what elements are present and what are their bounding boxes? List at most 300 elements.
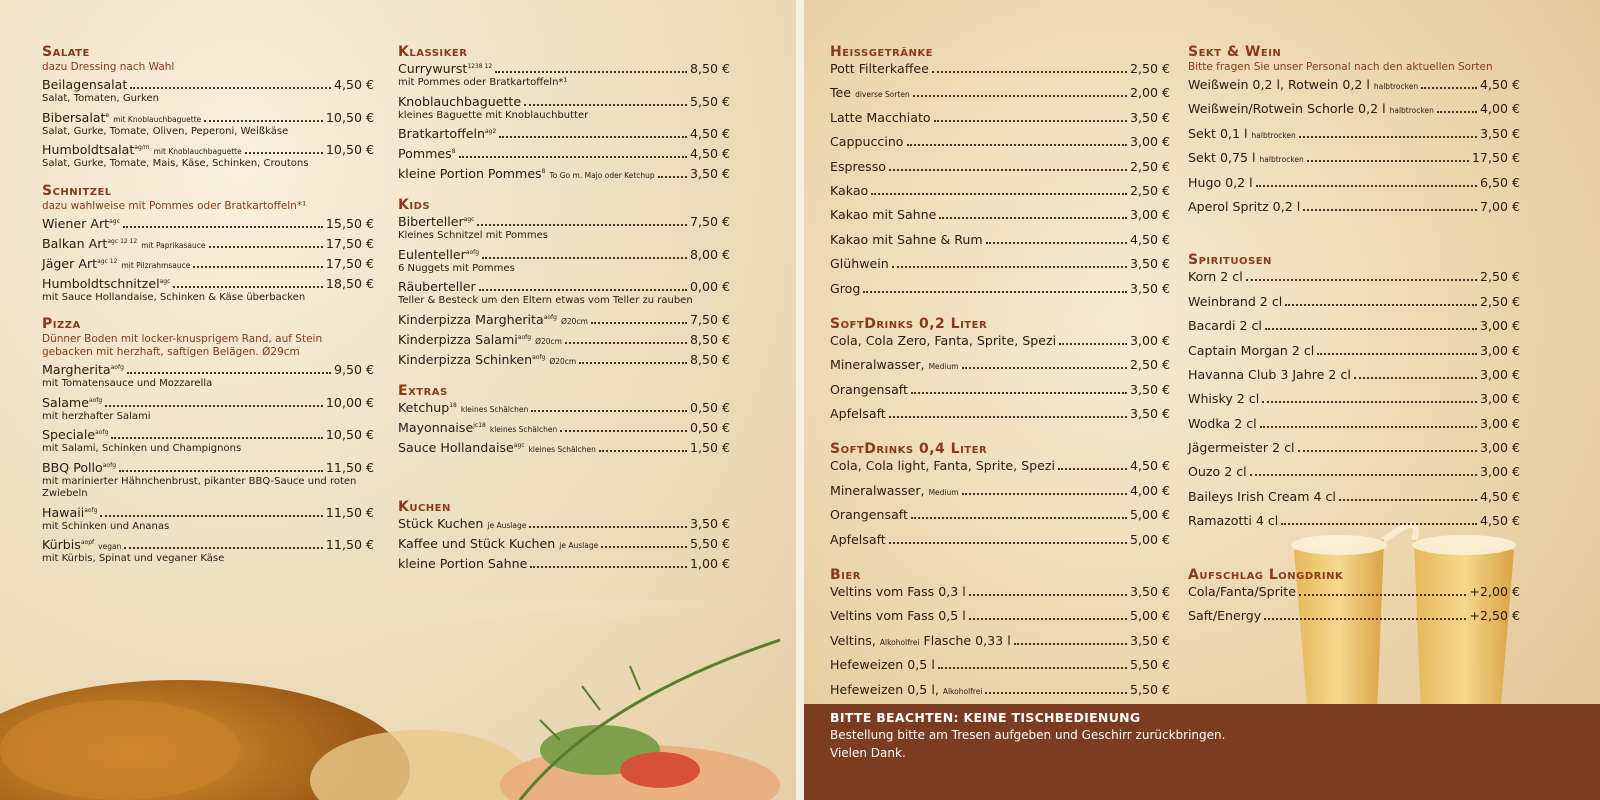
menu-item — [42, 142, 374, 171]
section-kids — [398, 197, 730, 371]
menu-item-row — [830, 406, 1170, 429]
item-name — [42, 460, 116, 475]
section-title: SoftDrinks 0,2 Liter — [830, 315, 988, 332]
item-name — [1188, 489, 1336, 504]
menu-item — [1188, 489, 1520, 512]
item-name — [42, 537, 121, 552]
item-name — [830, 134, 904, 149]
item-price: +2,50 € — [1469, 608, 1520, 624]
dot-leader — [1281, 523, 1477, 525]
menu-item-row — [830, 232, 1170, 255]
menu-item — [830, 682, 1170, 705]
menu-item — [398, 556, 730, 575]
dot-leader — [477, 224, 686, 226]
menu-item-row — [830, 207, 1170, 230]
item-name — [1188, 584, 1296, 599]
allergen-codes: aofg — [543, 313, 557, 321]
menu-item-row — [1188, 513, 1520, 536]
item-price: 3,50 € — [1129, 256, 1170, 272]
menu-item — [830, 458, 1170, 481]
dot-leader — [130, 87, 331, 89]
section-schnitzel — [42, 183, 374, 305]
menu-item-row — [398, 400, 730, 419]
item-name — [42, 395, 102, 410]
item-name-text: Balkan Art — [42, 235, 108, 251]
menu-item — [42, 427, 374, 456]
menu-item — [830, 183, 1170, 206]
item-name-text: Grog — [830, 280, 861, 296]
menu-item-row — [830, 357, 1170, 380]
item-name-text: Weißwein/Rotwein Schorle 0,2 l — [1188, 101, 1386, 117]
menu-item — [830, 61, 1170, 84]
menu-item-row — [398, 536, 730, 555]
item-price: 8,50 € — [689, 61, 730, 76]
dot-leader — [892, 266, 1127, 268]
menu-item — [830, 256, 1170, 279]
item-price: 3,00 € — [1479, 318, 1520, 334]
item-note: Ø20cm — [549, 356, 577, 366]
item-note: kleines Schälchen — [489, 424, 558, 434]
menu-page-food — [0, 0, 796, 800]
item-name-text: Orangensaft — [830, 381, 908, 397]
item-name-text: kleine Portion Sahne — [398, 555, 528, 571]
item-note: mit Knoblauchbaguette — [153, 147, 242, 156]
dot-leader — [499, 136, 687, 138]
allergen-codes: aofg — [95, 428, 109, 436]
item-name-text: Kinderpizza Schinken — [398, 351, 533, 367]
item-name-text: Kakao — [830, 182, 869, 198]
item-name — [830, 406, 886, 421]
item-name-text: Orangensaft — [830, 507, 908, 523]
section-salate — [42, 44, 374, 171]
item-price: 4,50 € — [689, 126, 730, 141]
item-name — [830, 608, 966, 623]
item-price: 3,00 € — [1479, 391, 1520, 407]
item-price: 5,00 € — [1129, 531, 1170, 547]
dot-leader — [889, 542, 1127, 544]
dot-leader — [939, 217, 1127, 219]
menu-item — [1188, 343, 1520, 366]
item-name — [830, 159, 886, 174]
menu-item — [830, 382, 1170, 405]
item-name — [42, 256, 190, 271]
menu-item-row — [1188, 318, 1520, 341]
item-description: Kleines Schnitzel mit Pommes — [398, 230, 548, 241]
menu-item — [830, 608, 1170, 631]
dot-leader — [913, 95, 1127, 97]
item-name-text: Stück Kuchen — [398, 515, 484, 531]
item-name-text: Ketchup — [398, 399, 450, 415]
item-description: Salat, Gurke, Tomate, Oliven, Peperoni, Weißkäse — [42, 125, 289, 137]
item-name — [42, 77, 127, 92]
item-price: 4,50 € — [333, 77, 374, 92]
item-name-text: Tee — [830, 85, 852, 101]
menu-item-row — [1188, 391, 1520, 414]
section-subtitle: dazu wahlweise mit Pommes oder Bratkartoffeln*¹ — [42, 199, 307, 212]
item-price: 5,50 € — [1129, 657, 1170, 673]
dot-leader — [1307, 160, 1469, 162]
menu-item-row — [830, 183, 1170, 206]
menu-item-row — [1188, 269, 1520, 292]
item-note: diverse Sorten — [855, 90, 910, 100]
dot-leader — [459, 156, 687, 158]
dot-leader — [907, 144, 1127, 146]
item-name-text: Humboldtsalat — [42, 142, 135, 157]
item-description: mit Pommes oder Bratkartoffeln*¹ — [398, 77, 568, 88]
item-price: 2,50 € — [1129, 357, 1170, 373]
dot-leader — [932, 71, 1127, 73]
menu-item-row — [830, 333, 1170, 356]
food-photo — [0, 600, 796, 800]
item-price: 3,00 € — [1479, 464, 1520, 480]
item-name — [1188, 343, 1314, 358]
dot-leader — [530, 566, 687, 568]
item-name-text: Räuberteller — [398, 279, 476, 294]
item-name — [830, 232, 983, 247]
menu-item — [42, 276, 374, 305]
item-name — [1188, 367, 1351, 382]
item-price: 10,00 € — [325, 394, 374, 410]
menu-item — [398, 440, 730, 459]
item-name — [1188, 318, 1262, 333]
dot-leader — [962, 367, 1127, 369]
item-description: Salat, Tomaten, Gurken — [42, 93, 159, 104]
item-name — [830, 584, 966, 599]
menu-item — [42, 77, 374, 106]
menu-item-row — [830, 682, 1170, 705]
item-name-text: Aperol Spritz 0,2 l — [1188, 198, 1301, 214]
item-name — [42, 110, 201, 125]
item-note: Ø20cm — [561, 316, 588, 326]
menu-item — [42, 110, 374, 139]
menu-item — [398, 420, 730, 439]
item-name — [398, 556, 527, 571]
item-price: +2,00 € — [1469, 583, 1520, 599]
dot-leader — [911, 392, 1127, 394]
item-name-text: Sauce Hollandaise — [398, 439, 514, 455]
item-price: 3,50 € — [1129, 381, 1170, 397]
menu-item-row — [1188, 584, 1520, 607]
item-price: 4,00 € — [1479, 101, 1520, 117]
section-pizza — [42, 316, 374, 566]
menu-item — [398, 61, 730, 90]
item-price: 11,50 € — [325, 459, 374, 475]
allergen-codes: agc — [109, 217, 120, 225]
item-price: 11,50 € — [325, 537, 374, 552]
menu-item-row — [830, 458, 1170, 481]
menu-item — [42, 362, 374, 391]
item-name-text: Latte Macchiato — [830, 109, 931, 125]
item-name-text: Apfelsaft — [830, 406, 886, 422]
item-price: 3,50 € — [1129, 280, 1170, 296]
menu-item — [42, 236, 374, 255]
item-price: 2,50 € — [1129, 61, 1170, 76]
dot-leader — [601, 546, 687, 548]
item-price: 17,50 € — [1471, 150, 1520, 166]
item-name-text: Apfelsaft — [830, 531, 886, 547]
menu-item-row — [830, 584, 1170, 607]
menu-item-row — [830, 633, 1170, 656]
column-drinks-left — [830, 44, 1170, 717]
allergen-codes: aofg — [110, 363, 124, 371]
notice-line-1: Bestellung bitte am Tresen aufgeben und Geschirr zurückbringen. — [830, 728, 1226, 742]
item-name-text: Pommes — [398, 146, 452, 161]
item-name — [398, 61, 492, 76]
section-title: Salate — [42, 44, 90, 60]
dot-leader — [938, 667, 1127, 669]
allergen-codes: 18 — [449, 401, 457, 409]
menu-item-row — [398, 166, 730, 185]
menu-item-row — [398, 516, 730, 535]
menu-item-row — [830, 85, 1170, 108]
menu-item — [1188, 584, 1520, 607]
item-name — [42, 427, 108, 442]
menu-item — [398, 400, 730, 419]
menu-item-row — [42, 216, 374, 235]
item-name-text: Jäger Art — [42, 255, 98, 271]
dot-leader — [1354, 377, 1477, 379]
item-name — [398, 332, 562, 347]
section-bier — [830, 567, 1170, 705]
item-name — [398, 94, 521, 109]
dot-leader — [123, 226, 323, 228]
dot-leader — [962, 493, 1127, 495]
item-name — [830, 85, 910, 100]
section-title: Aufschlag Longdrink — [1188, 566, 1344, 583]
menu-item — [1188, 367, 1520, 390]
dot-leader — [100, 515, 322, 517]
item-name — [830, 657, 935, 672]
allergen-codes: aofg — [465, 248, 480, 256]
item-name-text: Kakao mit Sahne — [830, 207, 937, 223]
allergen-codes: agc — [463, 215, 475, 223]
dot-leader — [482, 257, 687, 259]
dot-leader — [1246, 279, 1477, 281]
dot-leader — [1059, 343, 1127, 345]
page-gutter — [796, 0, 804, 800]
menu-item-row — [1188, 343, 1520, 366]
dot-leader — [985, 692, 1127, 694]
dot-leader — [529, 526, 687, 528]
menu-item-row — [1188, 440, 1520, 463]
item-name-text: Wiener Art — [42, 215, 110, 231]
item-name-text: Kinderpizza Margherita — [398, 311, 544, 327]
item-note: halbtrocken — [1259, 155, 1304, 165]
item-name-text: Korn 2 cl — [1188, 269, 1243, 285]
item-price: 4,50 € — [1479, 513, 1520, 529]
menu-item — [830, 357, 1170, 380]
item-name — [830, 183, 868, 198]
item-name — [398, 516, 526, 531]
item-price: 18,50 € — [325, 275, 374, 291]
dot-leader — [934, 120, 1127, 122]
column-food-right — [398, 44, 730, 587]
menu-item — [42, 537, 374, 566]
dot-leader — [1260, 426, 1477, 428]
menu-item — [830, 633, 1170, 656]
dot-leader — [871, 193, 1127, 195]
item-name-text: Knoblauchbaguette — [398, 93, 522, 109]
menu-item-row — [42, 256, 374, 275]
menu-item-row — [1188, 464, 1520, 487]
menu-item — [830, 657, 1170, 680]
allergen-codes: agc 12 — [97, 257, 118, 265]
item-description: mit marinierter Hähnchenbrust, pikanter BBQ-Sauce und roten Zwiebeln — [42, 475, 357, 499]
menu-item — [398, 516, 730, 535]
item-name — [398, 214, 474, 229]
item-name-text: Weißwein 0,2 l, Rotwein 0,2 l — [1188, 77, 1370, 92]
allergen-codes: e — [105, 111, 110, 119]
dot-leader — [173, 286, 323, 288]
item-name — [1188, 513, 1278, 528]
item-price: 4,50 € — [1129, 458, 1170, 474]
menu-item — [42, 395, 374, 424]
item-note: halbtrocken — [1389, 106, 1434, 116]
dot-leader — [245, 152, 323, 154]
item-price: 7,00 € — [1479, 198, 1520, 214]
item-name-text: Biberteller — [398, 214, 464, 229]
menu-item-row — [830, 281, 1170, 304]
item-name-text: Veltins vom Fass 0,5 l — [830, 608, 966, 624]
item-price: 5,00 € — [1129, 608, 1170, 624]
dot-leader — [1256, 185, 1477, 187]
section-title: Bier — [830, 567, 861, 584]
dot-leader — [111, 437, 323, 439]
allergen-codes: aofg — [532, 353, 546, 361]
menu-item — [830, 532, 1170, 555]
allergen-codes: aofg — [517, 333, 532, 341]
menu-item-row — [398, 556, 730, 575]
item-name-text: Jägermeister 2 cl — [1188, 440, 1295, 456]
item-description: kleines Baguette mit Knoblauchbutter — [398, 109, 589, 121]
allergen-codes: aofg — [84, 506, 98, 514]
menu-item — [398, 166, 730, 185]
item-note: Ø20cm — [535, 336, 562, 346]
menu-item — [830, 584, 1170, 607]
item-name — [1188, 101, 1434, 116]
dot-leader — [591, 322, 687, 324]
dot-leader — [1303, 209, 1477, 211]
item-name — [830, 333, 1056, 348]
item-name — [1188, 199, 1300, 214]
item-name-text: Sekt 0,75 l — [1188, 150, 1256, 166]
item-name-text: Eulenteller — [398, 246, 466, 262]
item-price: 8,00 € — [689, 246, 730, 262]
menu-item-row — [830, 256, 1170, 279]
item-name-text: Beilagensalat — [42, 77, 128, 92]
menu-item — [1188, 513, 1520, 536]
section-heissgetraenke — [830, 44, 1170, 304]
item-name-text: Bratkartoffeln — [398, 126, 485, 141]
notice-line-2: Vielen Dank. — [830, 746, 906, 760]
item-price: 3,50 € — [1129, 406, 1170, 422]
dot-leader — [1285, 304, 1477, 306]
section-subtitle: Dünner Boden mit locker-knusprigem Rand, auf Stein gebacken mit herzhaft, saftigen Belägen. Ø29cm — [42, 333, 323, 358]
item-name-text: Kinderpizza Salami — [398, 331, 518, 347]
item-name — [1188, 150, 1304, 165]
dot-leader — [1299, 136, 1477, 138]
dot-leader — [911, 517, 1127, 519]
item-description: mit Salami, Schinken und Champignons — [42, 443, 242, 454]
item-price: 15,50 € — [325, 215, 374, 231]
item-name-text: Veltins vom Fass 0,3 l — [830, 584, 966, 600]
item-name-text: Hefeweizen 0,5 l, — [830, 681, 939, 697]
dot-leader — [1421, 87, 1477, 89]
menu-item — [830, 507, 1170, 530]
item-note: To Go m. Majo oder Ketchup — [549, 171, 655, 180]
section-spirituosen — [1188, 252, 1520, 536]
allergen-codes: 8 — [451, 147, 456, 155]
section-title: Heissgetränke — [830, 44, 933, 60]
item-name — [398, 352, 576, 367]
allergen-codes: jc18 — [473, 421, 486, 429]
item-name-text: Cola, Cola light, Fanta, Sprite, Spezi — [830, 458, 1056, 474]
menu-item — [398, 214, 730, 243]
menu-item-row — [398, 440, 730, 459]
item-name — [398, 247, 479, 262]
dot-leader — [1265, 328, 1477, 330]
dot-leader — [579, 362, 687, 364]
item-price: 10,50 € — [325, 109, 374, 125]
item-description: mit Sauce Hollandaise, Schinken & Käse überbacken — [42, 291, 306, 303]
menu-item-row — [1188, 199, 1520, 222]
menu-item — [398, 126, 730, 145]
menu-item-row — [1188, 294, 1520, 317]
item-name-text: Ramazotti 4 cl — [1188, 513, 1279, 529]
item-name-text: Baileys Irish Cream 4 cl — [1188, 488, 1336, 504]
menu-item-row — [1188, 367, 1520, 390]
item-price: 4,00 € — [1129, 482, 1170, 498]
menu-item — [42, 460, 374, 501]
menu-item — [1188, 318, 1520, 341]
dot-leader — [1437, 111, 1477, 113]
menu-item-row — [398, 332, 730, 351]
item-name — [398, 166, 655, 181]
item-name-suffix: Flasche 0,33 l — [923, 632, 1011, 648]
dot-leader — [127, 372, 331, 374]
menu-item-row — [830, 110, 1170, 133]
item-name — [398, 536, 598, 551]
item-price: 8,50 € — [689, 331, 730, 347]
menu-item — [398, 536, 730, 555]
item-name — [1188, 126, 1296, 141]
dot-leader — [1317, 353, 1477, 355]
menu-item — [42, 256, 374, 275]
item-name-text: BBQ Pollo — [42, 459, 103, 475]
menu-item-row — [398, 312, 730, 331]
item-price: 7,50 € — [689, 311, 730, 327]
item-price: 10,50 € — [325, 142, 374, 157]
item-note: vegan — [98, 542, 122, 551]
item-price: 5,50 € — [1129, 681, 1170, 697]
section-extras — [398, 383, 730, 459]
item-name-text: Mayonnaise — [398, 419, 474, 435]
section-klassiker — [398, 44, 730, 185]
menu-item — [1188, 294, 1520, 317]
menu-item-row — [1188, 608, 1520, 631]
item-name — [830, 110, 931, 125]
menu-item — [398, 352, 730, 371]
item-name-text: Havanna Club 3 Jahre 2 cl — [1188, 366, 1351, 382]
dot-leader — [531, 410, 687, 412]
item-name-text: Speciale — [42, 427, 96, 442]
section-subtitle: Bitte fragen Sie unser Personal nach den aktuellen Sorten — [1188, 61, 1493, 73]
item-description: Salat, Gurke, Tomate, Mais, Käse, Schinken, Croutons — [42, 158, 309, 169]
item-name-text: Kaffee und Stück Kuchen — [398, 535, 556, 551]
item-name-text: Kakao mit Sahne & Rum — [830, 231, 983, 247]
allergen-codes: agc 12 12 — [107, 237, 138, 245]
item-price: 2,00 € — [1129, 85, 1170, 101]
